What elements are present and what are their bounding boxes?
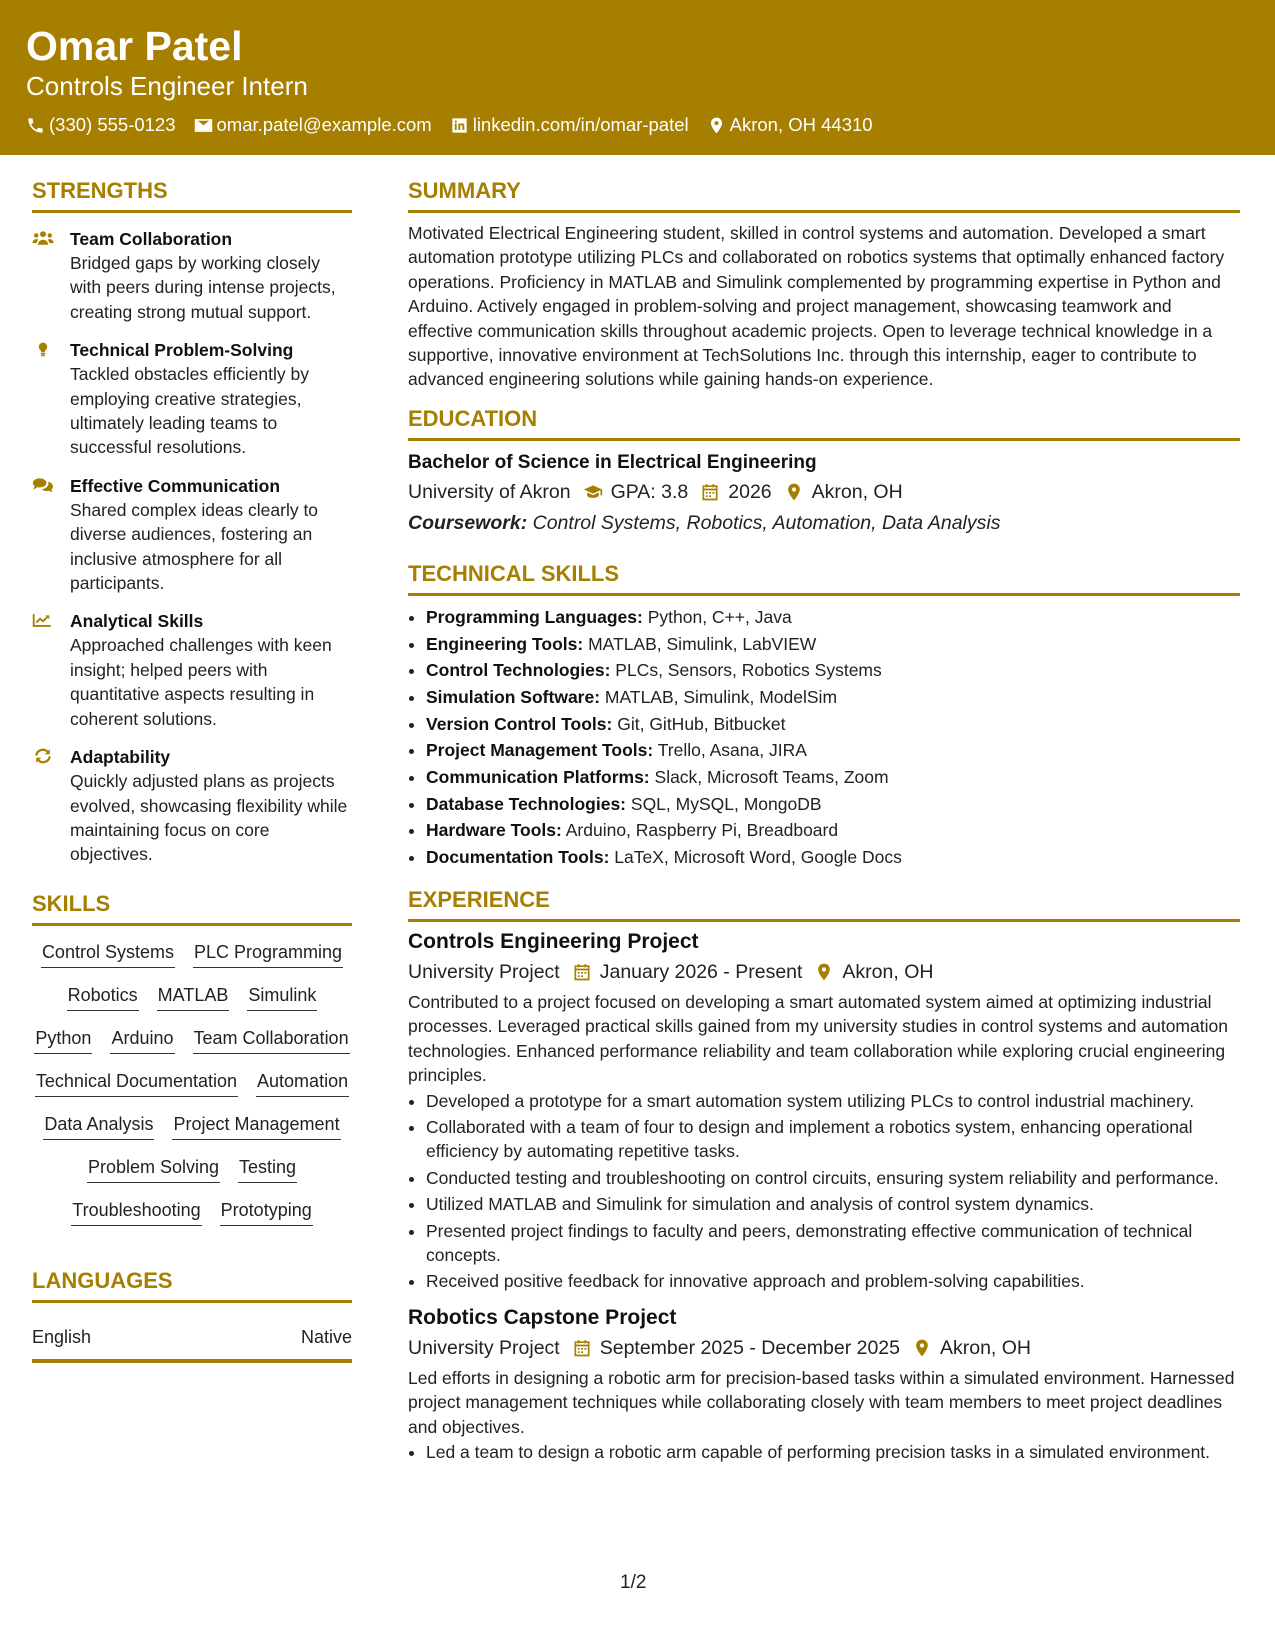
technical-skills-heading: TECHNICAL SKILLS [408, 559, 1240, 596]
skill-value: PLCs, Sensors, Robotics Systems [615, 660, 882, 681]
skill-label: Hardware Tools: [426, 820, 562, 841]
school-name: University of Akron [408, 480, 571, 503]
map-pin-icon [814, 962, 834, 982]
list-item [426, 817, 1240, 844]
skill-tag: Robotics [67, 983, 139, 1011]
list-item [426, 737, 1240, 764]
contact-bar [26, 113, 1275, 137]
experience-heading: EXPERIENCE [408, 885, 1240, 922]
skill-label: Communication Platforms: [426, 767, 650, 788]
project-org: University Project [408, 960, 560, 983]
skill-label: Database Technologies: [426, 793, 627, 814]
school-location: Akron, OH [811, 480, 903, 503]
skill-value: Git, GitHub, Bitbucket [617, 713, 786, 734]
strength-item [32, 474, 352, 596]
skill-value: Arduino, Raspberry Pi, Breadboard [565, 820, 839, 841]
skill-label: Project Management Tools: [426, 740, 654, 761]
skill-label: Documentation Tools: [426, 847, 610, 868]
coursework [408, 509, 1240, 537]
skill-tag: Prototyping [220, 1198, 313, 1226]
list-item [426, 791, 1240, 818]
experience-item [408, 1304, 1240, 1465]
skill-tag: Data Analysis [43, 1112, 154, 1140]
skill-label: Engineering Tools: [426, 633, 584, 654]
list-item: • Led a team to design a robotic arm capable of performing precision tasks in a simulated environment. [426, 1440, 1240, 1464]
project-meta [408, 958, 1240, 986]
project-bullets [408, 1089, 1240, 1294]
skill-tag: Arduino [110, 1026, 174, 1054]
skill-label: Programming Languages: [426, 606, 643, 627]
coursework-list: Control Systems, Robotics, Automation, Data Analysis [532, 511, 1001, 534]
phone-text: (330) 555-0123 [49, 114, 176, 135]
calendar-icon [572, 1338, 592, 1358]
comments-icon [32, 476, 54, 494]
strength-title: Technical Problem-Solving [70, 340, 294, 361]
skill-tag: Project Management [172, 1112, 340, 1140]
skill-value: MATLAB, Simulink, LabVIEW [588, 633, 817, 654]
degree-title: Bachelor of Science in Electrical Engineering [408, 451, 817, 473]
strengths-heading: STRENGTHS [32, 176, 352, 213]
list-item: • Utilized MATLAB and Simulink for simulation and analysis of control system dynamics. [426, 1192, 1240, 1216]
map-pin-icon [784, 482, 804, 502]
location-text: Akron, OH 44310 [729, 114, 873, 135]
skill-tag: MATLAB [157, 983, 230, 1011]
strength-title: Effective Communication [70, 475, 281, 496]
project-title: Controls Engineering Project [408, 929, 699, 953]
project-location: Akron, OH [842, 960, 934, 983]
envelope-icon [194, 116, 213, 135]
strength-title: Adaptability [70, 747, 171, 768]
skill-tag: Python [34, 1026, 92, 1054]
skills-heading: SKILLS [32, 889, 352, 926]
skill-value: Trello, Asana, JIRA [657, 740, 807, 761]
project-bullets [408, 1440, 1240, 1464]
skill-tag: Team Collaboration [193, 1026, 350, 1054]
strength-title: Team Collaboration [70, 229, 233, 249]
list-item: • Conducted testing and troubleshooting on control circuits, ensuring system reliability and performance. [426, 1166, 1240, 1190]
skill-tag: Control Systems [41, 940, 175, 968]
list-item [426, 684, 1240, 711]
calendar-icon [700, 482, 720, 502]
strength-desc: Approached challenges with keen insight; helped peers with quantitative aspects resulting in coherent solutions. [70, 635, 332, 729]
project-org: University Project [408, 1336, 560, 1359]
email-text: omar.patel@example.com [216, 114, 432, 135]
skill-tag: Automation [256, 1069, 349, 1097]
resume-header [0, 0, 1275, 155]
list-item [426, 764, 1240, 791]
technical-skills-list [408, 604, 1240, 871]
contact-phone[interactable] [26, 113, 176, 137]
skill-value: SQL, MySQL, MongoDB [630, 793, 822, 814]
coursework-label: Coursework: [408, 511, 528, 534]
list-item [426, 844, 1240, 871]
list-item [426, 604, 1240, 631]
strength-item [32, 745, 352, 867]
project-location: Akron, OH [939, 1336, 1032, 1359]
project-meta [408, 1334, 1240, 1362]
project-description: Led efforts in designing a robotic arm for precision-based tasks within a simulated environment. Harnessed project management techniques while collaborating closely with team members to meet project deadlines and objectives. [408, 1367, 1235, 1437]
strength-desc: Bridged gaps by working closely with peers during intense projects, creating strong mutual support. [70, 253, 336, 322]
project-title: Robotics Capstone Project [408, 1305, 677, 1329]
project-dates: January 2026 - Present [599, 960, 803, 983]
strength-item [32, 609, 352, 731]
users-icon [32, 229, 54, 247]
list-item: • Presented project findings to faculty and peers, demonstrating effective communication of technical concepts. [426, 1219, 1240, 1268]
list-item: • Collaborated with a team of four to design and implement a robotics system, enhancing operational efficiency by automating repetitive tasks. [426, 1115, 1240, 1164]
graduation-cap-icon [583, 482, 603, 502]
lightbulb-icon [32, 340, 54, 358]
job-title: Controls Engineer Intern [26, 71, 308, 101]
skill-tag: Problem Solving [87, 1155, 220, 1183]
list-item: • Received positive feedback for innovative approach and problem-solving capabilities. [426, 1269, 1240, 1293]
contact-location [707, 113, 873, 137]
languages-heading: LANGUAGES [32, 1266, 352, 1303]
skill-label: Control Technologies: [426, 660, 611, 681]
language-name: English [32, 1326, 92, 1347]
strength-item [32, 227, 352, 324]
language-level: Native [300, 1326, 352, 1347]
chart-line-icon [32, 611, 54, 629]
list-item [426, 711, 1240, 738]
left-column [32, 176, 352, 1363]
sync-icon [32, 747, 54, 765]
skill-value: LaTeX, Microsoft Word, Google Docs [614, 847, 902, 868]
list-item: • Developed a prototype for a smart automation system utilizing PLCs to control industrial machinery. [426, 1089, 1240, 1113]
summary-heading: SUMMARY [408, 176, 1240, 213]
skill-label: Simulation Software: [426, 686, 601, 707]
right-column [408, 176, 1240, 1466]
strength-desc: Tackled obstacles efficiently by employing creative strategies, ultimately leading teams to successful resolutions. [70, 364, 309, 458]
skill-tag: PLC Programming [193, 940, 343, 968]
project-dates: September 2025 - December 2025 [599, 1336, 900, 1359]
contact-linkedin[interactable] [450, 113, 689, 137]
strength-desc: Shared complex ideas clearly to diverse audiences, fostering an inclusive atmosphere for all participants. [70, 499, 319, 594]
skill-value: Slack, Microsoft Teams, Zoom [654, 767, 889, 788]
project-description: Contributed to a project focused on developing a smart automated system aimed at optimizing industrial processes. Leveraged practical skills gained from my university studies in control systems and automation technologies. Enhanced performance reliability and team collaboration while exploring crucial engineering principles. [408, 991, 1228, 1086]
skill-value: Python, C++, Java [647, 606, 792, 627]
skill-tag: Simulink [247, 983, 317, 1011]
summary-text: Motivated Electrical Engineering student, skilled in control systems and automation. Developed a smart automation prototype utilizing PLCs and collaborated on robotics systems that optimally enhanced factory operations. Proficiency in MATLAB and Simulink complemented by programming expertise in Python and Arduino. Actively engaged in problem-solving and project management, showcasing teamwork and effective communication skills throughout academic projects. Open to leverage technical knowledge in a supportive, innovative environment at TechSolutions Inc. through this internship, eager to contribute to advanced engineering solutions while gaining hands-on experience. [408, 223, 1225, 390]
strength-title: Analytical Skills [70, 611, 204, 632]
skill-label: Version Control Tools: [426, 713, 613, 734]
education-heading: EDUCATION [408, 404, 1240, 441]
calendar-icon [572, 962, 592, 982]
strength-item [32, 338, 352, 460]
list-item [426, 657, 1240, 684]
contact-email[interactable] [194, 113, 432, 137]
skills-list [32, 940, 352, 1226]
skill-tag: Troubleshooting [71, 1198, 201, 1226]
linkedin-text: linkedin.com/in/omar-patel [472, 114, 689, 135]
page-number: 1/2 [620, 1572, 647, 1593]
skill-tag: Technical Documentation [35, 1069, 238, 1097]
education-meta [408, 478, 1240, 506]
skill-value: MATLAB, Simulink, ModelSim [604, 686, 838, 707]
strength-desc: Quickly adjusted plans as projects evolved, showcasing flexibility while maintaining focus on core objectives. [70, 771, 348, 865]
gpa: GPA: 3.8 [610, 480, 689, 503]
candidate-name: Omar Patel [26, 23, 243, 69]
list-item [426, 631, 1240, 658]
skill-tag: Testing [238, 1155, 297, 1183]
map-pin-icon [912, 1338, 932, 1358]
language-row [32, 1325, 352, 1363]
phone-icon [26, 116, 45, 135]
linkedin-icon [450, 116, 469, 135]
graduation-year: 2026 [728, 480, 772, 503]
experience-item [408, 928, 1240, 1294]
map-pin-icon [707, 116, 726, 135]
